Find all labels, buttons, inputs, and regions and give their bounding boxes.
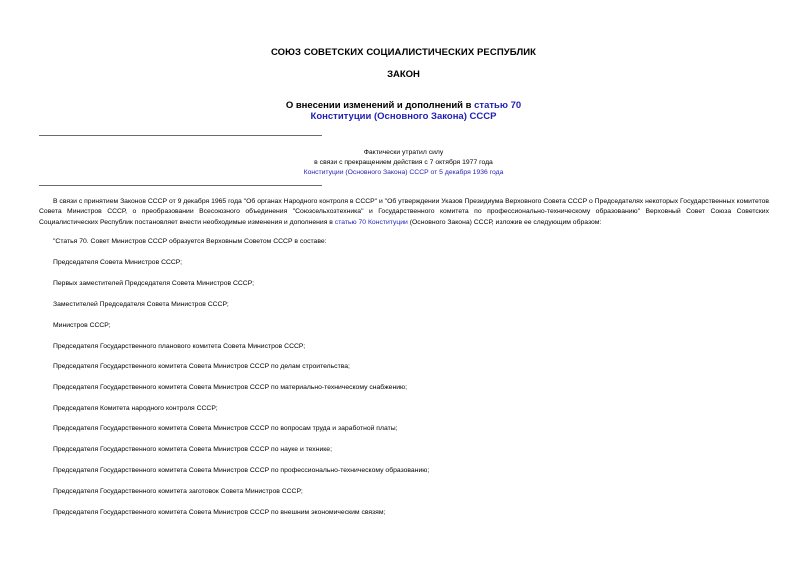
article-line: Председателя Государственного комитета Совета Министров СССР по делам строительства; (53, 363, 350, 370)
article-line: Первых заместителей Председателя Совета Министров СССР; (53, 280, 254, 287)
status-note-line3 (0, 168, 807, 178)
preamble-text: В связи с принятием Законов СССР от 9 декабря 1965 года "Об органах Народного контроля в СССР" и "Об утверждении Указов Президиума Верховного Совета СССР о Председателях некоторых Государственных комитетов Совета Министров СССР, о преобразовании Всесоюзного объединения "Союзсельхозтехника" и Государственного комитета по профессионально-техническому образованию" Верховный Совет Союза Советских Социалистических Республик постановляет внести необходимые изменения и дополнения в (39, 198, 769, 226)
document-type: ЗАКОН (387, 69, 420, 80)
preamble-constitution-link[interactable]: Конституции (367, 218, 408, 226)
preamble-article-link[interactable]: статью 70 (334, 218, 367, 226)
union-title: СОЮЗ СОВЕТСКИХ СОЦИАЛИСТИЧЕСКИХ РЕСПУБЛИК (270, 47, 537, 58)
article-line: Председателя Государственного комитета Совета Министров СССР по науке и технике; (53, 446, 332, 453)
article-line: Председателя Государственного комитета Совета Министров СССР по вопросам труда и заработной платы; (53, 425, 398, 432)
article-line: Заместителей Председателя Совета Министров СССР; (53, 301, 229, 308)
article-line: Председателя Государственного планового комитета Совета Министров СССР; (53, 343, 306, 350)
article-line: Министров СССР; (53, 322, 111, 329)
preamble-paragraph (39, 197, 769, 228)
status-note-line2: в связи с прекращением действия с 7 октября 1977 года (314, 159, 493, 166)
preamble-text-end: (Основного Закона) СССР, изложив ее следующим образом: (407, 218, 602, 226)
article-line: Председателя Совета Министров СССР; (53, 259, 183, 266)
article-line: Председателя Государственного комитета Совета Министров СССР по материально-техническому снабжению; (53, 384, 407, 391)
divider-bottom (39, 185, 322, 186)
article-line: Председателя Государственного комитета заготовок Совета Министров СССР; (53, 488, 303, 495)
status-note-line1: Фактически утратил силу (363, 149, 444, 156)
divider-top (39, 135, 322, 136)
constitution-1936-link[interactable]: Конституции (Основного Закона) СССР от 5 декабря 1936 года (303, 169, 504, 176)
article-line: Председателя Государственного комитета Совета Министров СССР по внешним экономическим связям; (53, 509, 386, 516)
article-line: Председателя Государственного комитета Совета Министров СССР по профессионально-техническому образованию; (53, 467, 430, 474)
article-line: "Статья 70. Совет Министров СССР образуется Верховным Советом СССР в составе: (53, 238, 327, 245)
constitution-link[interactable]: Конституции (Основного Закона) СССР (310, 111, 497, 122)
document-subject (0, 100, 807, 122)
article-70-link[interactable]: статью 70 (474, 100, 522, 111)
subject-prefix: О внесении изменений и дополнений в (285, 100, 475, 111)
article-line: Председателя Комитета народного контроля СССР; (53, 405, 218, 412)
